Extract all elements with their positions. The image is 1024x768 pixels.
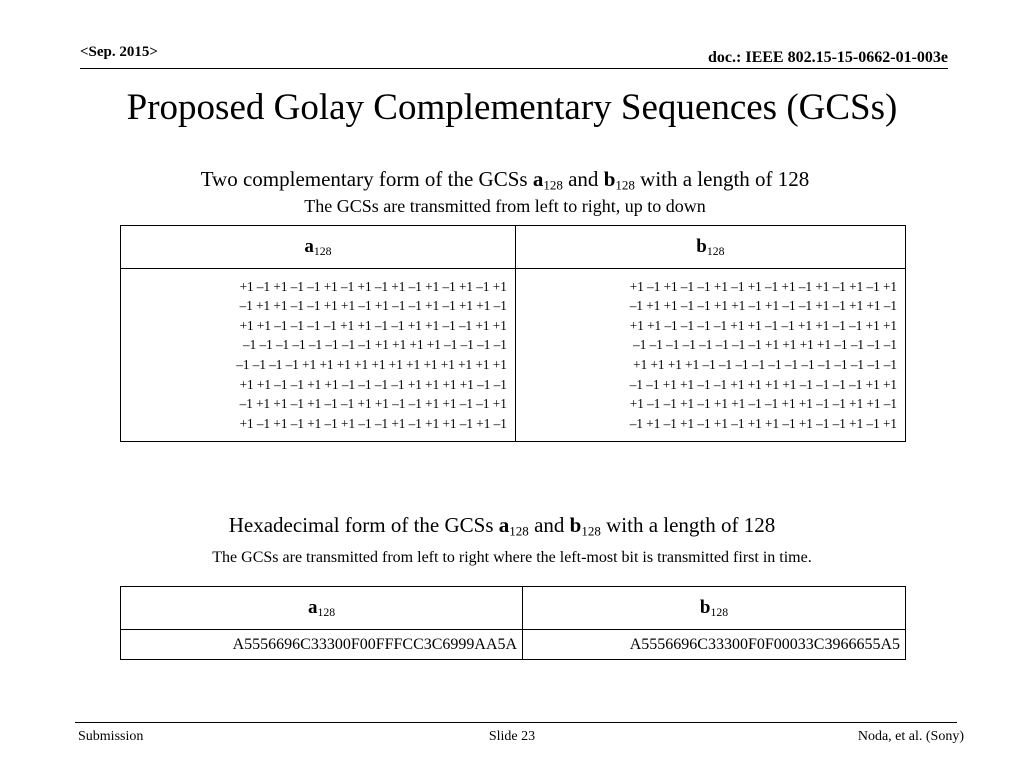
sequence-b-cell: [515, 269, 905, 442]
sequence-a-cell: [121, 269, 516, 442]
caption-b-letter: b: [603, 167, 616, 191]
header-b-letter: b: [699, 596, 711, 618]
footer-slide-number: Slide 23: [488, 729, 536, 744]
caption-suffix: with a length of 128: [634, 167, 810, 191]
section2-note: The GCSs are transmitted from left to right where the left-most bit is transmitted first in time.: [212, 549, 812, 566]
header-b-sub: 128: [706, 244, 725, 258]
header-a-letter: a: [307, 596, 318, 618]
caption-a-letter: a: [532, 167, 544, 191]
column-header-b: [515, 226, 905, 269]
header-a-sub: 128: [317, 605, 336, 619]
caption-suffix: with a length of 128: [600, 513, 776, 537]
header-doc-id: doc.: IEEE 802.15-15-0662-01-003e: [708, 49, 948, 66]
section1-note: The GCSs are transmitted from left to right, up to down: [304, 196, 706, 216]
slide-title: Proposed Golay Complementary Sequences (GCSs): [126, 87, 898, 128]
caption-b-sub: 128: [581, 523, 601, 539]
table-header-row: [121, 587, 906, 630]
sequence-b-row: +1 +1 –1 –1 –1 –1 +1 +1 –1 –1 +1 +1 –1 –1 +1 +1: [629, 317, 897, 333]
footer-submission: Submission: [78, 729, 144, 744]
sequence-b-row: –1 –1 –1 –1 –1 –1 –1 –1 +1 +1 +1 +1 –1 –1 –1 –1: [633, 337, 897, 353]
column-header-a: [121, 226, 516, 269]
header-b-letter: b: [696, 235, 707, 257]
column-header-a: [121, 587, 523, 630]
sequence-b-row: –1 +1 +1 –1 –1 +1 +1 –1 +1 –1 –1 +1 –1 +1 +1 –1: [629, 298, 897, 314]
binary-sequence-table: [120, 225, 906, 442]
footer-divider: [75, 722, 957, 723]
hex-a-cell: A5556696C33300F00FFFCC3C6999AA5A: [121, 630, 523, 660]
column-header-b: [523, 587, 906, 630]
caption-b-letter: b: [569, 513, 582, 537]
sequence-a-row: –1 +1 +1 –1 –1 +1 +1 –1 +1 –1 –1 +1 –1 +1 +1 –1: [239, 298, 507, 314]
sequence-a-row: +1 –1 +1 –1 –1 +1 –1 +1 –1 +1 –1 +1 –1 +1 –1 +1: [239, 278, 507, 294]
header-divider: [80, 68, 948, 69]
sequence-a-row: +1 –1 +1 –1 +1 –1 +1 –1 –1 +1 –1 +1 +1 –1 +1 –1: [239, 415, 507, 431]
caption-prefix: Hexadecimal form of the GCSs: [228, 513, 499, 537]
header-a-sub: 128: [313, 244, 332, 258]
header-date: <Sep. 2015>: [80, 44, 158, 60]
sequence-b-row: +1 –1 –1 +1 –1 +1 +1 –1 –1 +1 +1 –1 –1 +1 +1 –1: [629, 396, 897, 412]
sequence-a-row: –1 +1 +1 –1 +1 –1 –1 +1 +1 –1 –1 +1 +1 –1 –1 +1: [239, 396, 507, 412]
caption-prefix: Two complementary form of the GCSs: [200, 167, 533, 191]
table-row: [121, 630, 906, 660]
section1-caption: [0, 167, 1010, 193]
caption-and: and: [528, 513, 570, 537]
caption-a-sub: 128: [509, 523, 529, 539]
hex-b-cell: A5556696C33300F0F00033C3966655A5: [523, 630, 906, 660]
sequence-a-row: +1 +1 –1 –1 +1 +1 –1 –1 –1 –1 +1 +1 +1 +1 –1 –1: [239, 376, 507, 392]
sequence-b-row: –1 –1 +1 +1 –1 –1 +1 +1 +1 +1 –1 –1 –1 –1 +1 +1: [629, 376, 897, 392]
sequence-a-row: –1 –1 –1 –1 –1 –1 –1 –1 +1 +1 +1 +1 –1 –1 –1 –1: [242, 337, 507, 353]
caption-and: and: [562, 167, 604, 191]
sequence-b-row: –1 +1 –1 +1 –1 +1 –1 +1 +1 –1 +1 –1 –1 +1 –1 +1: [629, 415, 897, 431]
header-a-letter: a: [304, 235, 314, 257]
hex-sequence-table: [120, 586, 906, 660]
sequence-a-row: –1 –1 –1 –1 +1 +1 +1 +1 +1 +1 +1 +1 +1 +1 +1 +1: [236, 357, 507, 372]
section2-caption: [0, 513, 1004, 539]
caption-a-letter: a: [498, 513, 510, 537]
header-b-sub: 128: [710, 605, 729, 619]
sequence-b-row: +1 +1 +1 +1 –1 –1 –1 –1 –1 –1 –1 –1 –1 –1 –1 –1: [633, 357, 897, 372]
caption-b-sub: 128: [615, 177, 635, 193]
table-row: [121, 269, 906, 442]
sequence-b-row: +1 –1 +1 –1 –1 +1 –1 +1 –1 +1 –1 +1 –1 +1 –1 +1: [629, 278, 897, 294]
sequence-a-row: +1 +1 –1 –1 –1 –1 +1 +1 –1 –1 +1 +1 –1 –1 +1 +1: [239, 317, 507, 333]
caption-a-sub: 128: [543, 177, 563, 193]
table-header-row: [121, 226, 906, 269]
footer-authors: Noda, et al. (Sony): [857, 729, 964, 744]
